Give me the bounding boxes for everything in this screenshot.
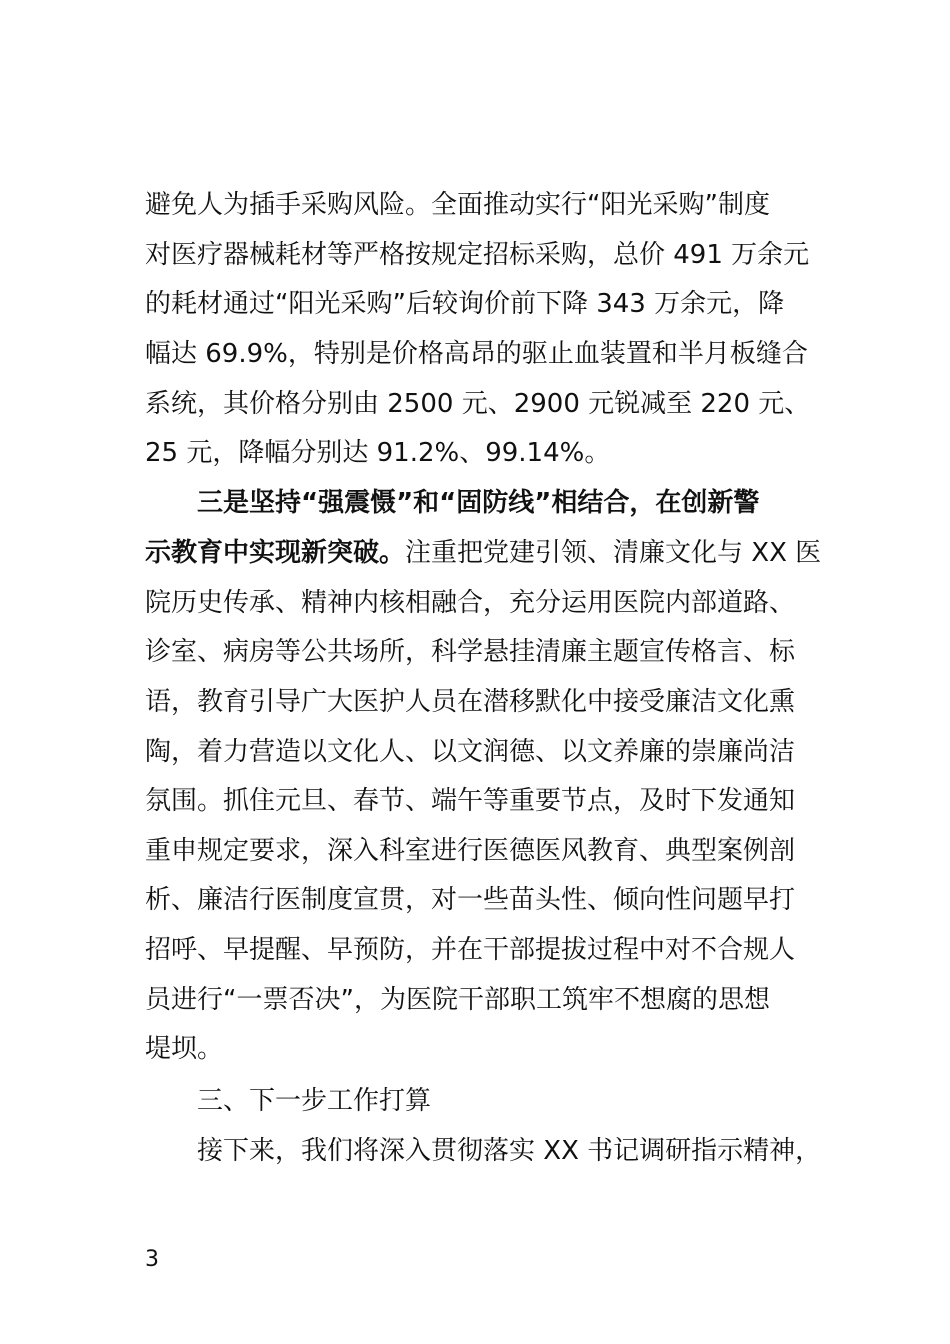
- next-steps-heading: 三、下一步工作打算: [197, 1086, 432, 1116]
- paragraph-line: 氛围。抓住元旦、春节、端午等重要节点，及时下发通知: [145, 786, 796, 816]
- paragraph-text: 注重把党建引领、清廉文化与 XX 医: [405, 538, 822, 568]
- paragraph-line: 语，教育引导广大医护人员在潜移默化中接受廉洁文化熏: [145, 687, 796, 717]
- paragraph-line: 院历史传承、精神内核相融合，充分运用医院内部道路、: [145, 588, 796, 618]
- paragraph-line: 陶，着力营造以文化人、以文润德、以文养廉的崇廉尚洁: [145, 737, 796, 767]
- paragraph-line: 的耗材通过“阳光采购”后较询价前下降 343 万余元，降: [145, 289, 785, 319]
- paragraph-line: 诊室、病房等公共场所，科学悬挂清廉主题宣传格言、标: [145, 637, 796, 667]
- paragraph-line: 析、廉洁行医制度宣贯，对一些苗头性、倾向性问题早打: [145, 885, 796, 915]
- page-number: 3: [145, 1247, 159, 1272]
- section-heading-bold: 三是坚持“强震慑”和“固防线”相结合，在创新警: [197, 488, 760, 518]
- section-heading-line: [145, 538, 821, 568]
- paragraph-line: 幅达 69.9%，特别是价格高昂的驱止血装置和半月板缝合: [145, 339, 808, 369]
- paragraph-line: 接下来，我们将深入贯彻落实 XX 书记调研指示精神，: [197, 1136, 822, 1166]
- paragraph-line: 避免人为插手采购风险。全面推动实行“阳光采购”制度: [145, 190, 770, 220]
- paragraph-line: 系统，其价格分别由 2500 元、2900 元锐减至 220 元、: [145, 389, 811, 419]
- paragraph-line: 对医疗器械耗材等严格按规定招标采购，总价 491 万余元: [145, 240, 810, 270]
- paragraph-line: 堤坝。: [145, 1034, 224, 1064]
- paragraph-line: 重申规定要求，深入科室进行医德医风教育、典型案例剖: [145, 836, 796, 866]
- paragraph-line: 员进行“一票否决”，为医院干部职工筑牢不想腐的思想: [145, 985, 770, 1015]
- paragraph-line: 招呼、早提醒、早预防，并在干部提拔过程中对不合规人: [145, 935, 796, 965]
- paragraph-line: 25 元，降幅分别达 91.2%、99.14%。: [145, 438, 611, 468]
- section-heading-bold-tail: 示教育中实现新突破。: [145, 538, 406, 568]
